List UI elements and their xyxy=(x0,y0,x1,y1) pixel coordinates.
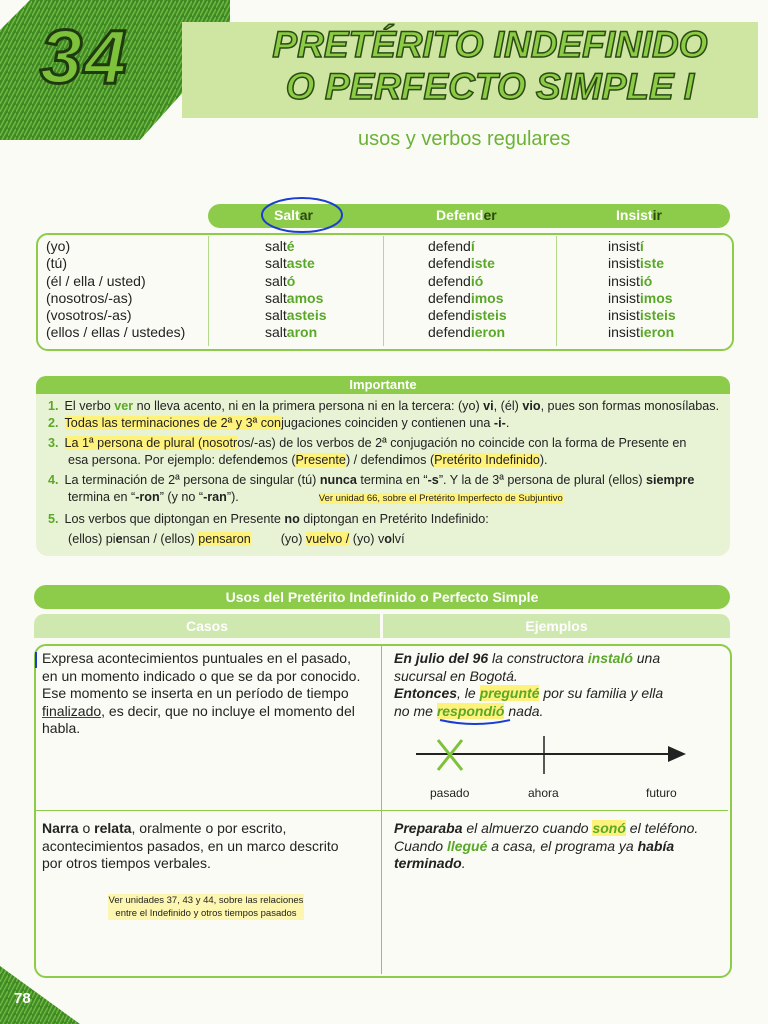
page-subtitle: usos y verbos regulares xyxy=(358,128,571,150)
conjugated-form: insististe xyxy=(608,255,665,272)
defender-column xyxy=(428,238,507,342)
conjugated-form: insistió xyxy=(608,272,653,289)
conjugated-form: insistieron xyxy=(608,324,675,341)
usos-title-bar: Usos del Pretérito Indefinido o Perfecto Simple xyxy=(34,585,730,609)
importante-item-5: 5. Los verbos que diptongan en Presente no diptongan en Pretérito Indefinido: (ellos) piensan / (ellos) pensaron (yo) vuelvo / (yo) volví xyxy=(48,512,489,546)
caso-1-text: Expresa acontecimientos puntuales en el pasado, en un momento indicado o que se da por conocido. Ese momento se inserta en un período de tiempo finalizado, es decir, que no incluye el momento del habla. xyxy=(42,650,361,736)
column-divider xyxy=(556,236,557,346)
importante-item-1: 1. El verbo ver no lleva acento, ni en la primera persona ni en la tercera: (yo) vi, (él) vio, pues son formas monosílabas. xyxy=(48,399,720,413)
conjugated-form: defendí xyxy=(428,238,475,254)
unit-number: 34 xyxy=(40,15,129,100)
timeline-diagram xyxy=(410,730,690,780)
conjugated-form: salté xyxy=(265,238,295,254)
conjugation-header-bar xyxy=(208,204,730,228)
column-divider xyxy=(208,236,209,346)
person-label: (ellos / ellas / ustedes) xyxy=(46,324,186,341)
person-label: (tú) xyxy=(46,255,67,272)
conjugated-form: saltó xyxy=(265,272,296,289)
conjugated-form: insistí xyxy=(608,238,644,254)
importante-item-3: 3. La 1ª persona de plural (nosotros/-as) de los verbos de 2ª conjugación no coincide con la forma de Presente en esa persona. Por ejemplo: defendemos (Presente) / defendimos (Pretérito Indefinido). xyxy=(48,436,687,467)
verb-header-saltar: Saltar xyxy=(274,207,313,223)
importante-item-4: 4. La terminación de 2ª persona de singular (tú) nunca termina en “-s”. Y la de 3ª persona de plural (ellos) siempre termina en “-ron” (y no “-ran”). Ver unidad 66, sobre el Pretérito Imperfecto de Subjuntivo xyxy=(48,473,695,504)
verb-header-defender: Defender xyxy=(436,207,497,223)
cross-reference-note-2: Ver unidades 37, 43 y 44, sobre las relaciones entre el Indefinido y otros tiempos pasados xyxy=(108,895,304,919)
casos-column-header: Casos xyxy=(34,614,380,638)
ejemplos-column-header: Ejemplos xyxy=(383,614,730,638)
page-title xyxy=(230,24,750,108)
person-label: (él / ella / usted) xyxy=(46,272,146,289)
usos-row-divider xyxy=(36,810,728,811)
conjugated-form: defendimos xyxy=(428,289,504,306)
conjugated-form: defendió xyxy=(428,272,484,289)
footer-corner-graphic xyxy=(0,966,80,1024)
conjugated-form: insistimos xyxy=(608,289,673,306)
verb-header-insistir: Insistir xyxy=(616,207,662,223)
importante-item-2: 2. Todas las terminaciones de 2ª y 3ª conjugaciones coinciden y contienen una -i-. xyxy=(48,416,510,430)
caso-2-text: Narra o relata, oralmente o por escrito, acontecimientos pasados, en un marco descrito por otros tiempos verbales. xyxy=(42,820,339,871)
conjugated-form: saltaron xyxy=(265,324,318,341)
person-label: (yo) xyxy=(46,238,71,254)
conjugated-form: defendieron xyxy=(428,324,506,341)
column-divider xyxy=(383,236,384,346)
ejemplo-2-text: Preparaba el almuerzo cuando sonó el teléfono. Cuando llegué a casa, el programa ya había terminado. xyxy=(394,820,699,871)
conjugated-form: saltasteis xyxy=(265,307,327,324)
conjugated-form: insististeis xyxy=(608,307,676,324)
conjugated-form: saltaste xyxy=(265,255,315,272)
page-number: 78 xyxy=(14,990,31,1007)
person-label: (nosotros/-as) xyxy=(46,289,133,306)
timeline-label-futuro: futuro xyxy=(646,786,677,800)
conjugated-form: saltamos xyxy=(265,289,324,306)
conjugated-form: defendiste xyxy=(428,255,495,272)
title-line-2: O PERFECTO SIMPLE I xyxy=(285,66,695,107)
timeline-label-pasado: pasado xyxy=(430,786,470,800)
person-label: (vosotros/-as) xyxy=(46,307,132,324)
title-line-1: PRETÉRITO INDEFINIDO xyxy=(272,24,708,65)
cross-reference-note: Ver unidad 66, sobre el Pretérito Imperfecto de Subjuntivo xyxy=(318,493,563,504)
timeline-label-ahora: ahora xyxy=(528,786,559,800)
ejemplo-1-text: En julio del 96 la constructora instaló una sucursal en Bogotá. Entonces, le pregunté por su familia y ella no me respondió nada. xyxy=(394,650,664,719)
conjugated-form: defendisteis xyxy=(428,307,507,324)
importante-heading: Importante xyxy=(36,376,730,394)
insistir-column xyxy=(608,238,676,342)
saltar-column xyxy=(265,238,327,342)
persons-column xyxy=(46,238,185,342)
